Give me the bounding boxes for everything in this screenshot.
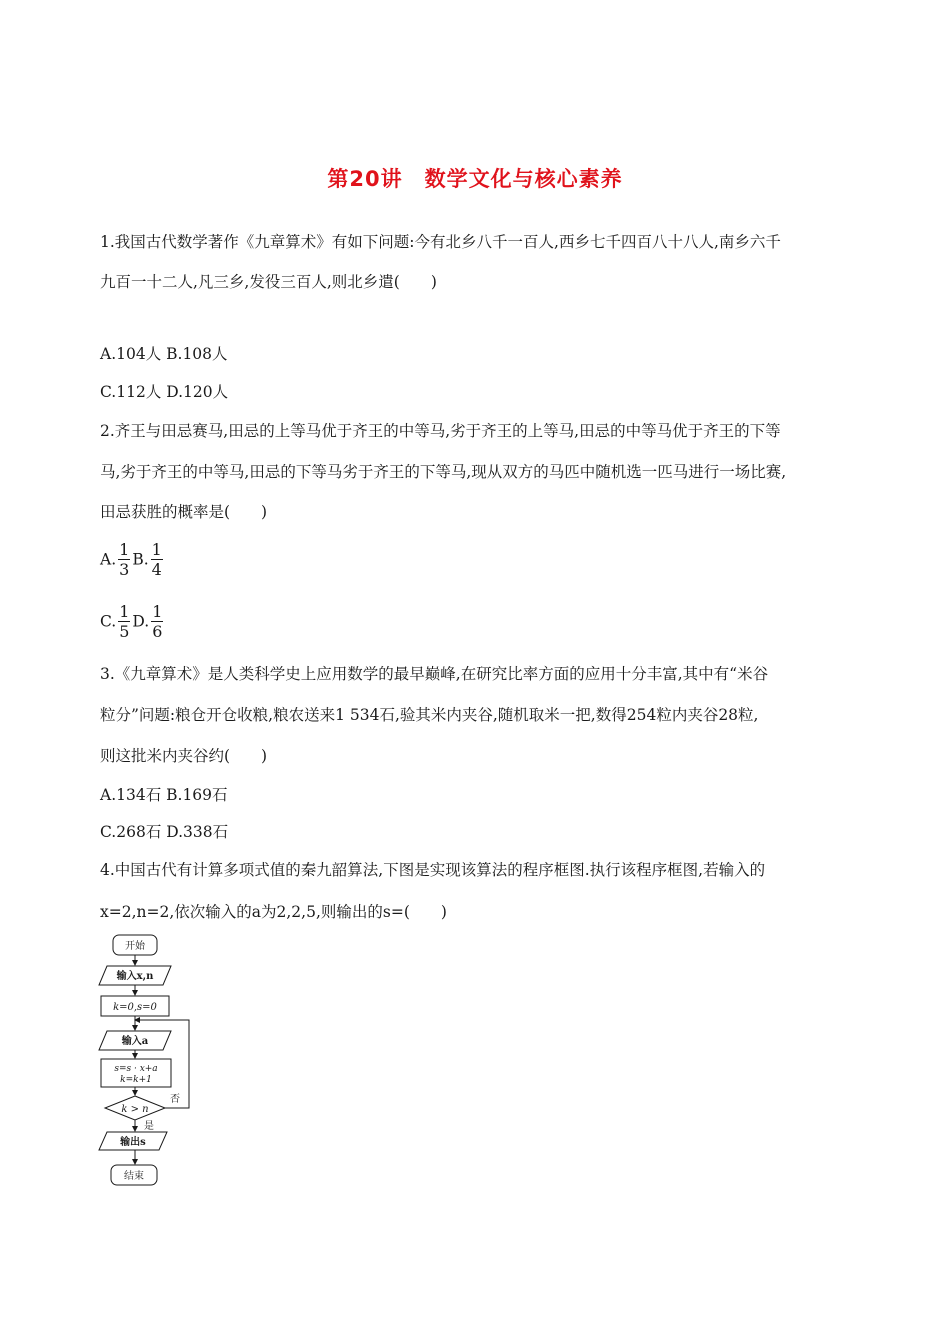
q1-line-2: 九百一十二人,凡三乡,发役三百人,则北乡遣( )	[100, 273, 437, 291]
q2-line-3: 田忌获胜的概率是( )	[100, 503, 268, 521]
flow-input-a-label: 输入a	[121, 1036, 149, 1047]
flow-output-label: 输出s	[120, 1137, 146, 1148]
q2-options-ab	[100, 540, 165, 579]
flowchart	[95, 930, 205, 1192]
flow-start-label: 开始	[125, 941, 145, 952]
fraction-denominator: 4	[151, 560, 162, 579]
flow-yes-label: 是	[144, 1121, 154, 1132]
q3-options-cd: C.268石 D.338石	[100, 823, 229, 841]
q2-option-a-label: A.	[100, 550, 117, 569]
fraction-denominator: 6	[152, 622, 163, 641]
q4-line-1: 4.中国古代有计算多项式值的秦九韶算法,下图是实现该算法的程序框图.执行该程序框图,若输入的	[100, 861, 766, 879]
q3-options-ab: A.134石 B.169石	[100, 786, 228, 804]
q1-options-ab: A.104人 B.108人	[100, 345, 228, 363]
q1-options-cd: C.112人 D.120人	[100, 383, 229, 401]
q2-option-b-fraction	[151, 540, 163, 579]
q2-option-c-fraction	[118, 602, 130, 641]
fraction-numerator: 1	[151, 540, 162, 559]
flow-update2-label: k=k+1	[120, 1075, 152, 1085]
q3-line-3: 则这批米内夹谷约( )	[100, 747, 268, 765]
flow-update1-label: s=s · x+a	[114, 1064, 158, 1074]
q2-option-a-fraction	[118, 540, 130, 579]
page-title: 第20讲 数学文化与核心素养	[327, 167, 623, 191]
q3-line-1: 3.《九章算术》是人类科学史上应用数学的最早巅峰,在研究比率方面的应用十分丰富,其中有“米谷	[100, 665, 769, 683]
fraction-numerator: 1	[119, 540, 130, 559]
fraction-denominator: 3	[119, 560, 130, 579]
flow-no-label: 否	[170, 1094, 180, 1105]
q2-option-d-fraction	[151, 602, 163, 641]
flow-end-label: 结束	[124, 1171, 144, 1182]
q3-line-2: 粒分”问题:粮仓开仓收粮,粮农送来1 534石,验其米内夹谷,随机取米一把,数得254粒内夹谷28粒,	[100, 706, 759, 724]
q2-option-c-label: C.	[100, 612, 117, 631]
q2-options-cd	[100, 602, 165, 641]
fraction-denominator: 5	[119, 622, 130, 641]
q2-line-1: 2.齐王与田忌赛马,田忌的上等马优于齐王的中等马,劣于齐王的上等马,田忌的中等马优于齐王的下等	[100, 422, 781, 440]
q1-line-1: 1.我国古代数学著作《九章算术》有如下问题:今有北乡八千一百人,西乡七千四百八十八人,南乡六千	[100, 233, 781, 251]
q2-option-b-label: B.	[132, 550, 149, 569]
flow-input-xn-label: 输入x,n	[116, 971, 154, 982]
flow-init-label: k=0,s=0	[113, 1002, 157, 1013]
q2-option-d-label: D.	[132, 612, 150, 631]
fraction-numerator: 1	[152, 602, 163, 621]
flow-cond-label: k > n	[121, 1104, 149, 1115]
q2-line-2: 马,劣于齐王的中等马,田忌的下等马劣于齐王的下等马,现从双方的马匹中随机选一匹马进行一场比赛,	[100, 463, 787, 481]
q4-line-2: x=2,n=2,依次输入的a为2,2,5,则输出的s=( )	[100, 903, 447, 921]
fraction-numerator: 1	[119, 602, 130, 621]
